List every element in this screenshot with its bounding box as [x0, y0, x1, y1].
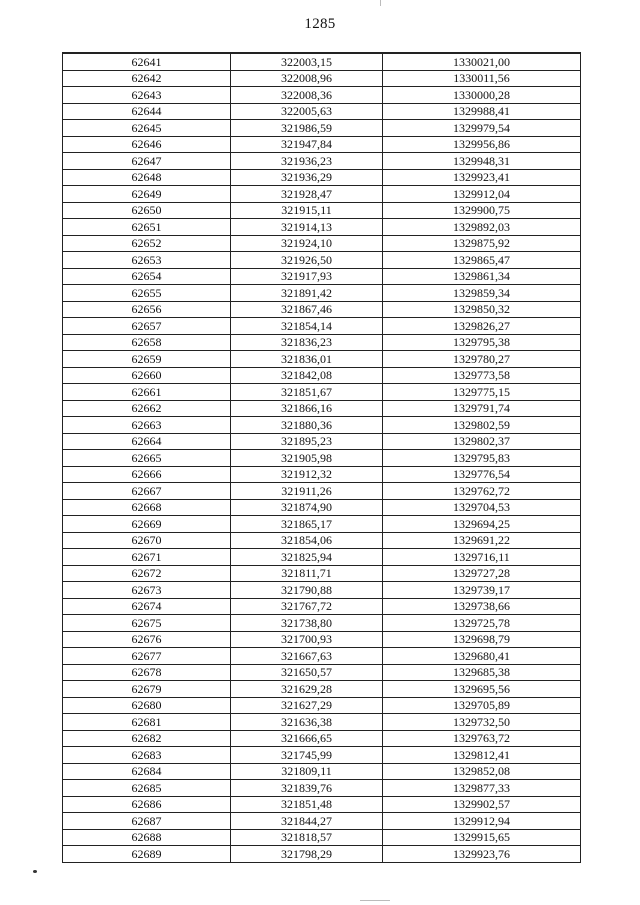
x-coordinate-cell: 321809,11	[231, 763, 383, 780]
point-number-cell: 62668	[63, 499, 231, 516]
table-row	[63, 565, 581, 582]
y-coordinate-cell: 1329716,11	[383, 549, 581, 566]
point-number-cell: 62666	[63, 466, 231, 483]
y-coordinate-cell: 1329979,54	[383, 120, 581, 137]
x-coordinate-cell: 322008,96	[231, 70, 383, 87]
y-coordinate-cell: 1329892,03	[383, 219, 581, 236]
x-coordinate-cell: 321839,76	[231, 780, 383, 797]
y-coordinate-cell: 1329705,89	[383, 697, 581, 714]
table-row	[63, 582, 581, 599]
table-row	[63, 615, 581, 632]
y-coordinate-cell: 1329948,31	[383, 153, 581, 170]
table-row	[63, 417, 581, 434]
x-coordinate-cell: 321891,42	[231, 285, 383, 302]
table-row	[63, 252, 581, 269]
x-coordinate-cell: 322008,36	[231, 87, 383, 104]
x-coordinate-cell: 321880,36	[231, 417, 383, 434]
point-number-cell: 62661	[63, 384, 231, 401]
table-row	[63, 70, 581, 87]
x-coordinate-cell: 321842,08	[231, 367, 383, 384]
point-number-cell: 62658	[63, 334, 231, 351]
table-row	[63, 103, 581, 120]
y-coordinate-cell: 1329773,58	[383, 367, 581, 384]
x-coordinate-cell: 321917,93	[231, 268, 383, 285]
table-row	[63, 120, 581, 137]
point-number-cell: 62669	[63, 516, 231, 533]
x-coordinate-cell: 321936,29	[231, 169, 383, 186]
table-row	[63, 136, 581, 153]
table-row	[63, 780, 581, 797]
table-row	[63, 598, 581, 615]
y-coordinate-cell: 1329956,86	[383, 136, 581, 153]
point-number-cell: 62667	[63, 483, 231, 500]
point-number-cell: 62656	[63, 301, 231, 318]
point-number-cell: 62675	[63, 615, 231, 632]
x-coordinate-cell: 321650,57	[231, 664, 383, 681]
point-number-cell: 62686	[63, 796, 231, 813]
y-coordinate-cell: 1329852,08	[383, 763, 581, 780]
point-number-cell: 62677	[63, 648, 231, 665]
table-row	[63, 846, 581, 863]
point-number-cell: 62650	[63, 202, 231, 219]
x-coordinate-cell: 321666,65	[231, 730, 383, 747]
point-number-cell: 62682	[63, 730, 231, 747]
point-number-cell: 62664	[63, 433, 231, 450]
table-row	[63, 285, 581, 302]
y-coordinate-cell: 1329727,28	[383, 565, 581, 582]
y-coordinate-cell: 1329988,41	[383, 103, 581, 120]
x-coordinate-cell: 321924,10	[231, 235, 383, 252]
point-number-cell: 62653	[63, 252, 231, 269]
y-coordinate-cell: 1329802,37	[383, 433, 581, 450]
point-number-cell: 62649	[63, 186, 231, 203]
y-coordinate-cell: 1329861,34	[383, 268, 581, 285]
y-coordinate-cell: 1329698,79	[383, 631, 581, 648]
y-coordinate-cell: 1329865,47	[383, 252, 581, 269]
x-coordinate-cell: 321629,28	[231, 681, 383, 698]
table-row	[63, 714, 581, 731]
x-coordinate-cell: 321700,93	[231, 631, 383, 648]
table-row	[63, 499, 581, 516]
x-coordinate-cell: 321874,90	[231, 499, 383, 516]
point-number-cell: 62685	[63, 780, 231, 797]
scan-mark	[33, 870, 37, 873]
y-coordinate-cell: 1329691,22	[383, 532, 581, 549]
x-coordinate-cell: 322003,15	[231, 53, 383, 70]
table-row	[63, 516, 581, 533]
y-coordinate-cell: 1329859,34	[383, 285, 581, 302]
y-coordinate-cell: 1329875,92	[383, 235, 581, 252]
table-row	[63, 318, 581, 335]
x-coordinate-cell: 321851,67	[231, 384, 383, 401]
table-row	[63, 235, 581, 252]
table-row	[63, 400, 581, 417]
y-coordinate-cell: 1329902,57	[383, 796, 581, 813]
x-coordinate-cell: 321912,32	[231, 466, 383, 483]
point-number-cell: 62655	[63, 285, 231, 302]
point-number-cell: 62689	[63, 846, 231, 863]
point-number-cell: 62684	[63, 763, 231, 780]
point-number-cell: 62676	[63, 631, 231, 648]
x-coordinate-cell: 321818,57	[231, 829, 383, 846]
point-number-cell: 62651	[63, 219, 231, 236]
point-number-cell: 62660	[63, 367, 231, 384]
y-coordinate-cell: 1329802,59	[383, 417, 581, 434]
point-number-cell: 62688	[63, 829, 231, 846]
y-coordinate-cell: 1329791,74	[383, 400, 581, 417]
y-coordinate-cell: 1329738,66	[383, 598, 581, 615]
y-coordinate-cell: 1329680,41	[383, 648, 581, 665]
table-row	[63, 549, 581, 566]
point-number-cell: 62683	[63, 747, 231, 764]
point-number-cell: 62643	[63, 87, 231, 104]
x-coordinate-cell: 321915,11	[231, 202, 383, 219]
x-coordinate-cell: 321851,48	[231, 796, 383, 813]
point-number-cell: 62680	[63, 697, 231, 714]
table-row	[63, 219, 581, 236]
x-coordinate-cell: 321867,46	[231, 301, 383, 318]
x-coordinate-cell: 321905,98	[231, 450, 383, 467]
table-row	[63, 351, 581, 368]
x-coordinate-cell: 321865,17	[231, 516, 383, 533]
x-coordinate-cell: 321790,88	[231, 582, 383, 599]
x-coordinate-cell: 321895,23	[231, 433, 383, 450]
table-row	[63, 268, 581, 285]
table-row	[63, 648, 581, 665]
y-coordinate-cell: 1329694,25	[383, 516, 581, 533]
y-coordinate-cell: 1330011,56	[383, 70, 581, 87]
point-number-cell: 62672	[63, 565, 231, 582]
point-number-cell: 62687	[63, 813, 231, 830]
x-coordinate-cell: 321854,14	[231, 318, 383, 335]
x-coordinate-cell: 321836,23	[231, 334, 383, 351]
x-coordinate-cell: 321836,01	[231, 351, 383, 368]
table-row	[63, 829, 581, 846]
x-coordinate-cell: 321825,94	[231, 549, 383, 566]
x-coordinate-cell: 321745,99	[231, 747, 383, 764]
table-row	[63, 153, 581, 170]
table-row	[63, 301, 581, 318]
y-coordinate-cell: 1330000,28	[383, 87, 581, 104]
point-number-cell: 62670	[63, 532, 231, 549]
point-number-cell: 62657	[63, 318, 231, 335]
coordinates-table-body	[63, 53, 581, 862]
table-row	[63, 53, 581, 70]
x-coordinate-cell: 321928,47	[231, 186, 383, 203]
y-coordinate-cell: 1329704,53	[383, 499, 581, 516]
y-coordinate-cell: 1329775,15	[383, 384, 581, 401]
y-coordinate-cell: 1329912,04	[383, 186, 581, 203]
point-number-cell: 62678	[63, 664, 231, 681]
x-coordinate-cell: 321844,27	[231, 813, 383, 830]
page-number: 1285	[304, 16, 336, 32]
y-coordinate-cell: 1329776,54	[383, 466, 581, 483]
y-coordinate-cell: 1329732,50	[383, 714, 581, 731]
table-row	[63, 532, 581, 549]
y-coordinate-cell: 1329762,72	[383, 483, 581, 500]
point-number-cell: 62673	[63, 582, 231, 599]
y-coordinate-cell: 1329915,65	[383, 829, 581, 846]
y-coordinate-cell: 1329923,41	[383, 169, 581, 186]
point-number-cell: 62641	[63, 53, 231, 70]
x-coordinate-cell: 321947,84	[231, 136, 383, 153]
coordinates-table	[62, 52, 581, 863]
table-row	[63, 763, 581, 780]
y-coordinate-cell: 1329695,56	[383, 681, 581, 698]
x-coordinate-cell: 321986,59	[231, 120, 383, 137]
point-number-cell: 62681	[63, 714, 231, 731]
x-coordinate-cell: 321738,80	[231, 615, 383, 632]
point-number-cell: 62642	[63, 70, 231, 87]
point-number-cell: 62663	[63, 417, 231, 434]
point-number-cell: 62654	[63, 268, 231, 285]
table-row	[63, 87, 581, 104]
point-number-cell: 62665	[63, 450, 231, 467]
y-coordinate-cell: 1329763,72	[383, 730, 581, 747]
x-coordinate-cell: 321798,29	[231, 846, 383, 863]
point-number-cell: 62645	[63, 120, 231, 137]
table-row	[63, 631, 581, 648]
point-number-cell: 62644	[63, 103, 231, 120]
y-coordinate-cell: 1329739,17	[383, 582, 581, 599]
point-number-cell: 62648	[63, 169, 231, 186]
table-row	[63, 466, 581, 483]
x-coordinate-cell: 321767,72	[231, 598, 383, 615]
x-coordinate-cell: 321636,38	[231, 714, 383, 731]
table-row	[63, 433, 581, 450]
scan-edge-line	[360, 900, 390, 901]
y-coordinate-cell: 1329923,76	[383, 846, 581, 863]
y-coordinate-cell: 1330021,00	[383, 53, 581, 70]
y-coordinate-cell: 1329795,38	[383, 334, 581, 351]
x-coordinate-cell: 321911,26	[231, 483, 383, 500]
table-row	[63, 796, 581, 813]
x-coordinate-cell: 322005,63	[231, 103, 383, 120]
x-coordinate-cell: 321926,50	[231, 252, 383, 269]
table-row	[63, 681, 581, 698]
x-coordinate-cell: 321866,16	[231, 400, 383, 417]
point-number-cell: 62662	[63, 400, 231, 417]
table-row	[63, 747, 581, 764]
y-coordinate-cell: 1329780,27	[383, 351, 581, 368]
table-row	[63, 697, 581, 714]
table-row	[63, 384, 581, 401]
table-row	[63, 730, 581, 747]
scan-edge-line	[380, 0, 381, 6]
table-row	[63, 186, 581, 203]
x-coordinate-cell: 321936,23	[231, 153, 383, 170]
point-number-cell: 62652	[63, 235, 231, 252]
table-row	[63, 367, 581, 384]
y-coordinate-cell: 1329725,78	[383, 615, 581, 632]
y-coordinate-cell: 1329850,32	[383, 301, 581, 318]
y-coordinate-cell: 1329912,94	[383, 813, 581, 830]
x-coordinate-cell: 321667,63	[231, 648, 383, 665]
y-coordinate-cell: 1329826,27	[383, 318, 581, 335]
x-coordinate-cell: 321854,06	[231, 532, 383, 549]
table-row	[63, 664, 581, 681]
x-coordinate-cell: 321627,29	[231, 697, 383, 714]
y-coordinate-cell: 1329900,75	[383, 202, 581, 219]
x-coordinate-cell: 321914,13	[231, 219, 383, 236]
table-row	[63, 334, 581, 351]
point-number-cell: 62674	[63, 598, 231, 615]
point-number-cell: 62679	[63, 681, 231, 698]
table-row	[63, 202, 581, 219]
point-number-cell: 62647	[63, 153, 231, 170]
point-number-cell: 62671	[63, 549, 231, 566]
table-row	[63, 169, 581, 186]
y-coordinate-cell: 1329685,38	[383, 664, 581, 681]
table-row	[63, 483, 581, 500]
table-row	[63, 450, 581, 467]
point-number-cell: 62646	[63, 136, 231, 153]
x-coordinate-cell: 321811,71	[231, 565, 383, 582]
y-coordinate-cell: 1329812,41	[383, 747, 581, 764]
point-number-cell: 62659	[63, 351, 231, 368]
y-coordinate-cell: 1329795,83	[383, 450, 581, 467]
table-row	[63, 813, 581, 830]
y-coordinate-cell: 1329877,33	[383, 780, 581, 797]
